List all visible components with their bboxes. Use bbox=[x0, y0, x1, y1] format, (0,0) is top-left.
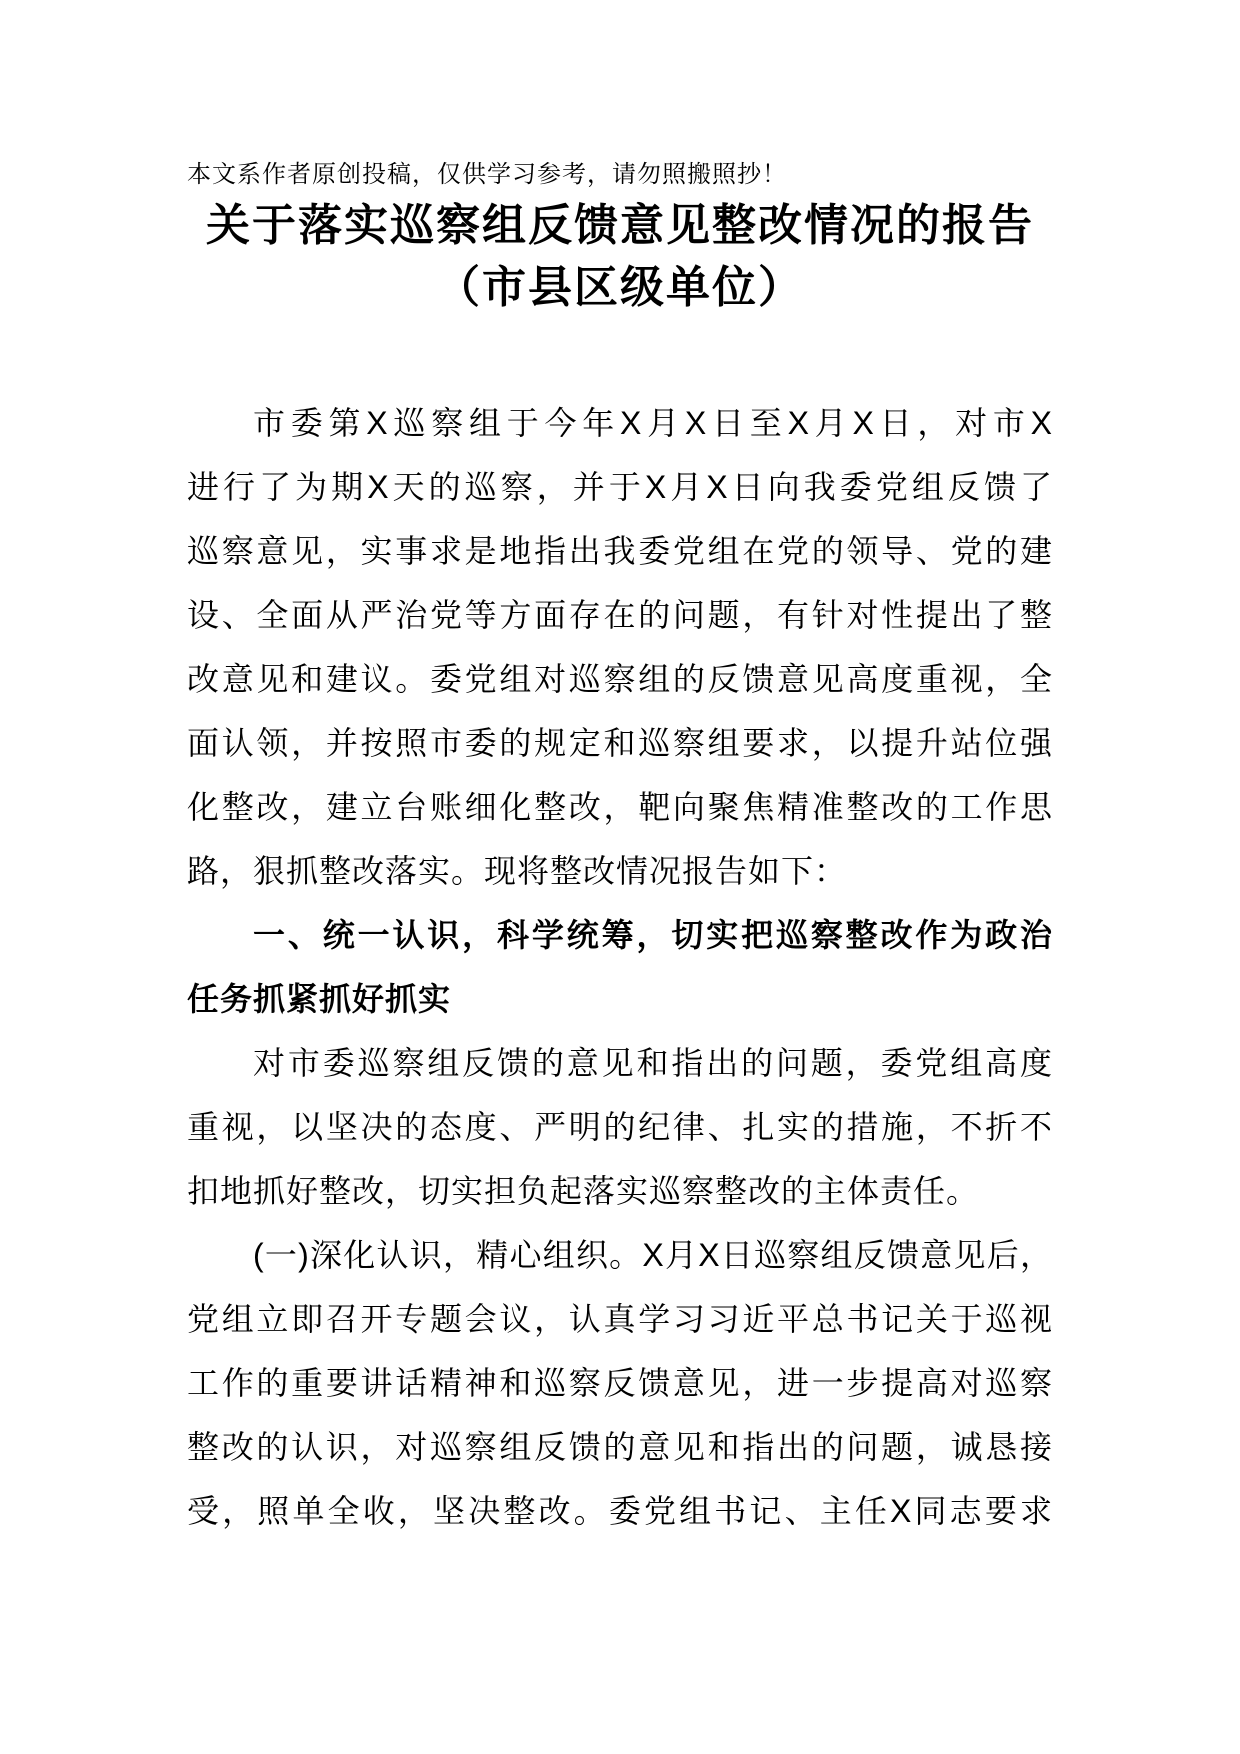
body-line-6: 面认领，并按照市委的规定和巡察组要求，以提升站位强 bbox=[187, 725, 1053, 761]
body-line-7: 化整改，建立台账细化整改，靶向聚焦精准整改的工作思 bbox=[187, 789, 1053, 825]
body-line-1: 市委第X巡察组于今年X月X日至X月X日，对市X bbox=[253, 405, 1053, 441]
body-line-8: 路，狠抓整改落实。现将整改情况报告如下： bbox=[187, 853, 848, 889]
body-line-12: 重视，以坚决的态度、严明的纪律、扎实的措施，不折不 bbox=[187, 1109, 1053, 1145]
document-content bbox=[187, 0, 1053, 1543]
body-line-13: 扣地抓好整改，切实担负起落实巡察整改的主体责任。 bbox=[187, 1173, 980, 1209]
body-line-16: 工作的重要讲话精神和巡察反馈意见，进一步提高对巡察 bbox=[187, 1365, 1053, 1401]
title-line-2: （市县区级单位） bbox=[436, 263, 804, 312]
body-line-14: (一)深化认识，精心组织。X月X日巡察组反馈意见后， bbox=[253, 1237, 1053, 1273]
body-line-2: 进行了为期X天的巡察，并于X月X日向我委党组反馈了 bbox=[187, 469, 1053, 505]
body-line-11: 对市委巡察组反馈的意见和指出的问题，委党组高度 bbox=[253, 1045, 1053, 1081]
section-heading-line-1: 一、统一认识，科学统筹，切实把巡察整改作为政治 bbox=[253, 917, 1053, 953]
disclaimer-text: 本文系作者原创投稿，仅供学习参考，请勿照搬照抄！ bbox=[187, 161, 787, 188]
document-body bbox=[187, 391, 1053, 1543]
body-line-3: 巡察意见，实事求是地指出我委党组在党的领导、党的建 bbox=[187, 533, 1053, 569]
body-line-15: 党组立即召开专题会议，认真学习习近平总书记关于巡视 bbox=[187, 1301, 1053, 1337]
body-line-17: 整改的认识，对巡察组反馈的意见和指出的问题，诚恳接 bbox=[187, 1429, 1053, 1465]
body-line-4: 设、全面从严治党等方面存在的问题，有针对性提出了整 bbox=[187, 597, 1053, 633]
title-line-1: 关于落实巡察组反馈意见整改情况的报告 bbox=[206, 201, 1034, 250]
body-line-5: 改意见和建议。委党组对巡察组的反馈意见高度重视，全 bbox=[187, 661, 1053, 697]
document-title bbox=[187, 195, 1053, 319]
section-heading-line-2: 任务抓紧抓好抓实 bbox=[187, 981, 452, 1017]
body-line-18: 受，照单全收，坚决整改。委党组书记、主任X同志要求 bbox=[187, 1493, 1053, 1529]
